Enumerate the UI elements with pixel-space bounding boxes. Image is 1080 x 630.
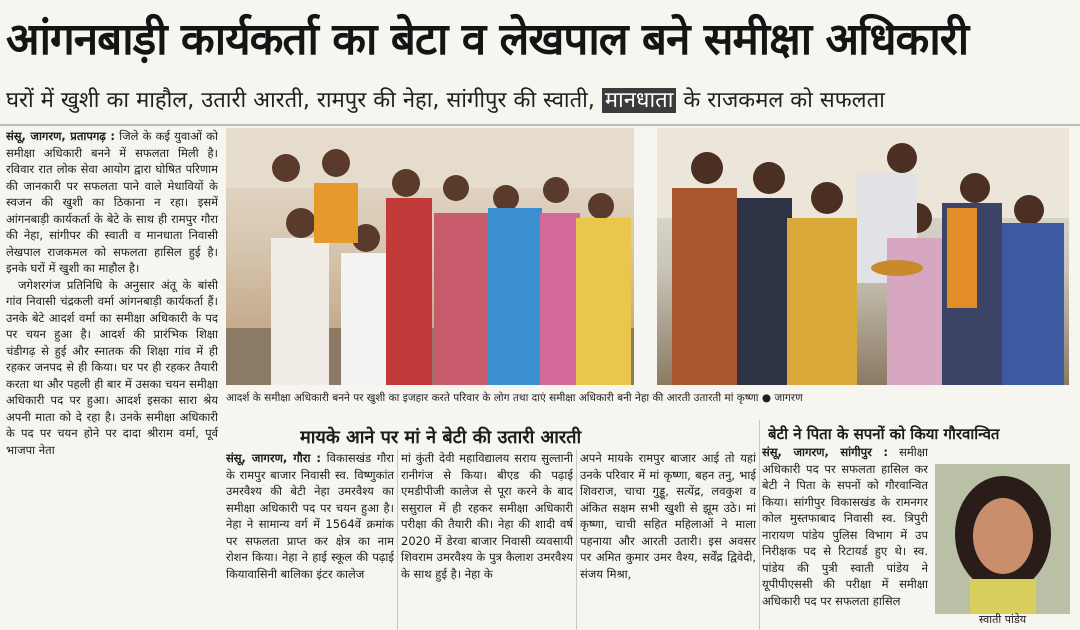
- section-divider: [759, 420, 760, 630]
- header-rule: [0, 124, 1080, 126]
- mayke-dateline: संसू, जागरण, गौरा :: [226, 451, 322, 465]
- column-divider-1: [397, 450, 398, 630]
- subhead-part1: घरों में खुशी का माहौल, उतारी आरती, रामपुर की नेहा, सांगीपुर की स्वाती,: [6, 88, 602, 113]
- section-title-mayke: मायके आने पर मां ने बेटी की उतारी आरती: [300, 427, 582, 448]
- subheadline: [6, 84, 1074, 118]
- mayke-column-1: [226, 450, 394, 630]
- section-title-pita: बेटी ने पिता के सपनों को किया गौरवान्वित: [768, 425, 1000, 443]
- family-group-photo-art: [226, 128, 634, 385]
- family-group-photo: [226, 128, 634, 385]
- portrait-caption: स्वाती पांडेय: [978, 613, 1027, 626]
- aarti-ceremony-photo: [657, 128, 1069, 385]
- pita-article: [762, 444, 928, 630]
- mayke-column-2: मां कुंती देवी महाविद्यालय सराय सुल्तानी रानीगंज से किया। बीएड की पढ़ाई एमडीपीजी कालेज से पूरा करने के बाद ससुराल में ही रहकर समीक्षा अधिकारी परीक्षा की तैयारी की। नेहा की शादी वर्ष 2020 में डेरवा बाजार निवासी व्यवसायी शिवराम उमरवैश्य के पुत्र कैलाश उमरवैश्य के साथ हुई है। नेहा के: [401, 451, 573, 581]
- left-para-1-text: जिले के कई युवाओं को समीक्षा अधिकारी बनने में सफलता मिली है। रविवार रात लोक सेवा आयोग द्वारा घोषित परिणाम की जानकारी पर सफलता पाने वाले मेधावियों के स्वजन की खुशी का ठिकाना न रहा। इसमें आंगनबाड़ी कार्यकर्ता के बेटे के साथ ही रामपुर गौरा की नेहा, सांगीपर की स्वाती व मानधाता निवासी लेखपाल राजकमल को सफलता हासिल हुई है। इनके घरों में खुशी का माहौल है।: [6, 129, 218, 275]
- aarti-ceremony-photo-art: [657, 128, 1069, 385]
- portrait-photo-art: [935, 464, 1070, 614]
- pita-dateline: संसू, जागरण, सांगीपुर :: [762, 445, 888, 459]
- portrait-photo: [935, 464, 1070, 614]
- pita-article-text: समीक्षा अधिकारी पद पर सफलता हासिल कर बेटी ने पिता के सपनों को गौरवान्वित किया। सांगीपुर विकासखंड के रामनगर कोल मुस्तफाबाद निवासी स्व. त्रिपुरी नारायण पांडेय पुलिस विभाग में उप निरीक्षक पद से रिटायर्ड हुए थे। स्व. पांडेय की पुत्री स्वाती पांडेय ने यूपीपीएससी की परीक्षा में समीक्षा अधिकारी पद पर सफलता हासिल: [762, 445, 928, 608]
- column-divider-2: [576, 450, 577, 630]
- left-column-article: [6, 128, 218, 630]
- mayke-column-1-text: विकासखंड गौरा के रामपुर बाजार निवासी स्व. विष्णुकांत उमरवैश्य की बेटी नेहा उमरवैश्य का समीक्षा अधिकारी पद पर चयन हुआ है। नेहा ने सामान्य वर्ग में 1564वें क्रमांक पर सफलता प्राप्त कर क्षेत्र का नाम रोशन किया। नेहा ने हाई स्कूल की पढ़ाई कियावासिनी बालिका इंटर कालेज: [226, 451, 394, 581]
- left-dateline: संसू, जागरण, प्रतापगढ़ :: [6, 129, 115, 143]
- mayke-column-3: अपने मायके रामपुर बाजार आई तो यहां उनके परिवार में मां कृष्णा, बहन तनु, भाई शिवराज, चाचा गुड्डू, सत्येंद्र, लवकुश व अंकित सक्षम सभी खुशी से झूम उठे। मां कृष्णा, चाची सहित महिलाओं ने माला पहनाया और आरती उतारी। इस अवसर पर अमित कुमार उमर वैश्य, सर्वेंद्र द्विवेदी, संजय मिश्रा,: [580, 451, 756, 581]
- photo-caption: आदर्श के समीक्षा अधिकारी बनने पर खुशी का इजहार करते परिवार के लोग तथा दाएं समीक्षा अधिकारी बनी नेहा की आरती उतारती मां कृष्णा ● जागरण: [226, 392, 803, 404]
- left-para-1: [6, 128, 218, 277]
- left-para-2: जगेशरगंज प्रतिनिधि के अनुसार अंतू के बांसी गांव निवासी चंद्रकली वर्मा आंगनबाड़ी कार्यकर्ता हैं। उनके बेटे आदर्श वर्मा का समीक्षा अधिकारी के पद पर चयन हुआ है। आदर्श की प्रारंभिक शिक्षा चंडीगढ़ से हुई और स्नातक की शिक्षा गांव में ही रहकर जनपद से ही किया। घर पर ही रहकर तैयारी करता था और पहली ही बार में उसका चयन समीक्षा अधिकारी पद पर हुआ। आदर्श इसका सारा श्रेय अपनी माता को दे रहा है। उनके समीक्षा अधिकारी के पद पर चयन होने पर दादा श्रीराम वर्मा, पूर्व भाजपा नेता: [6, 277, 218, 457]
- headline: आंगनबाड़ी कार्यकर्ता का बेटा व लेखपाल बने समीक्षा अधिकारी: [6, 14, 969, 65]
- subhead-highlight: मानधाता: [602, 88, 677, 113]
- subhead-part2: के राजकमल को सफलता: [676, 88, 885, 113]
